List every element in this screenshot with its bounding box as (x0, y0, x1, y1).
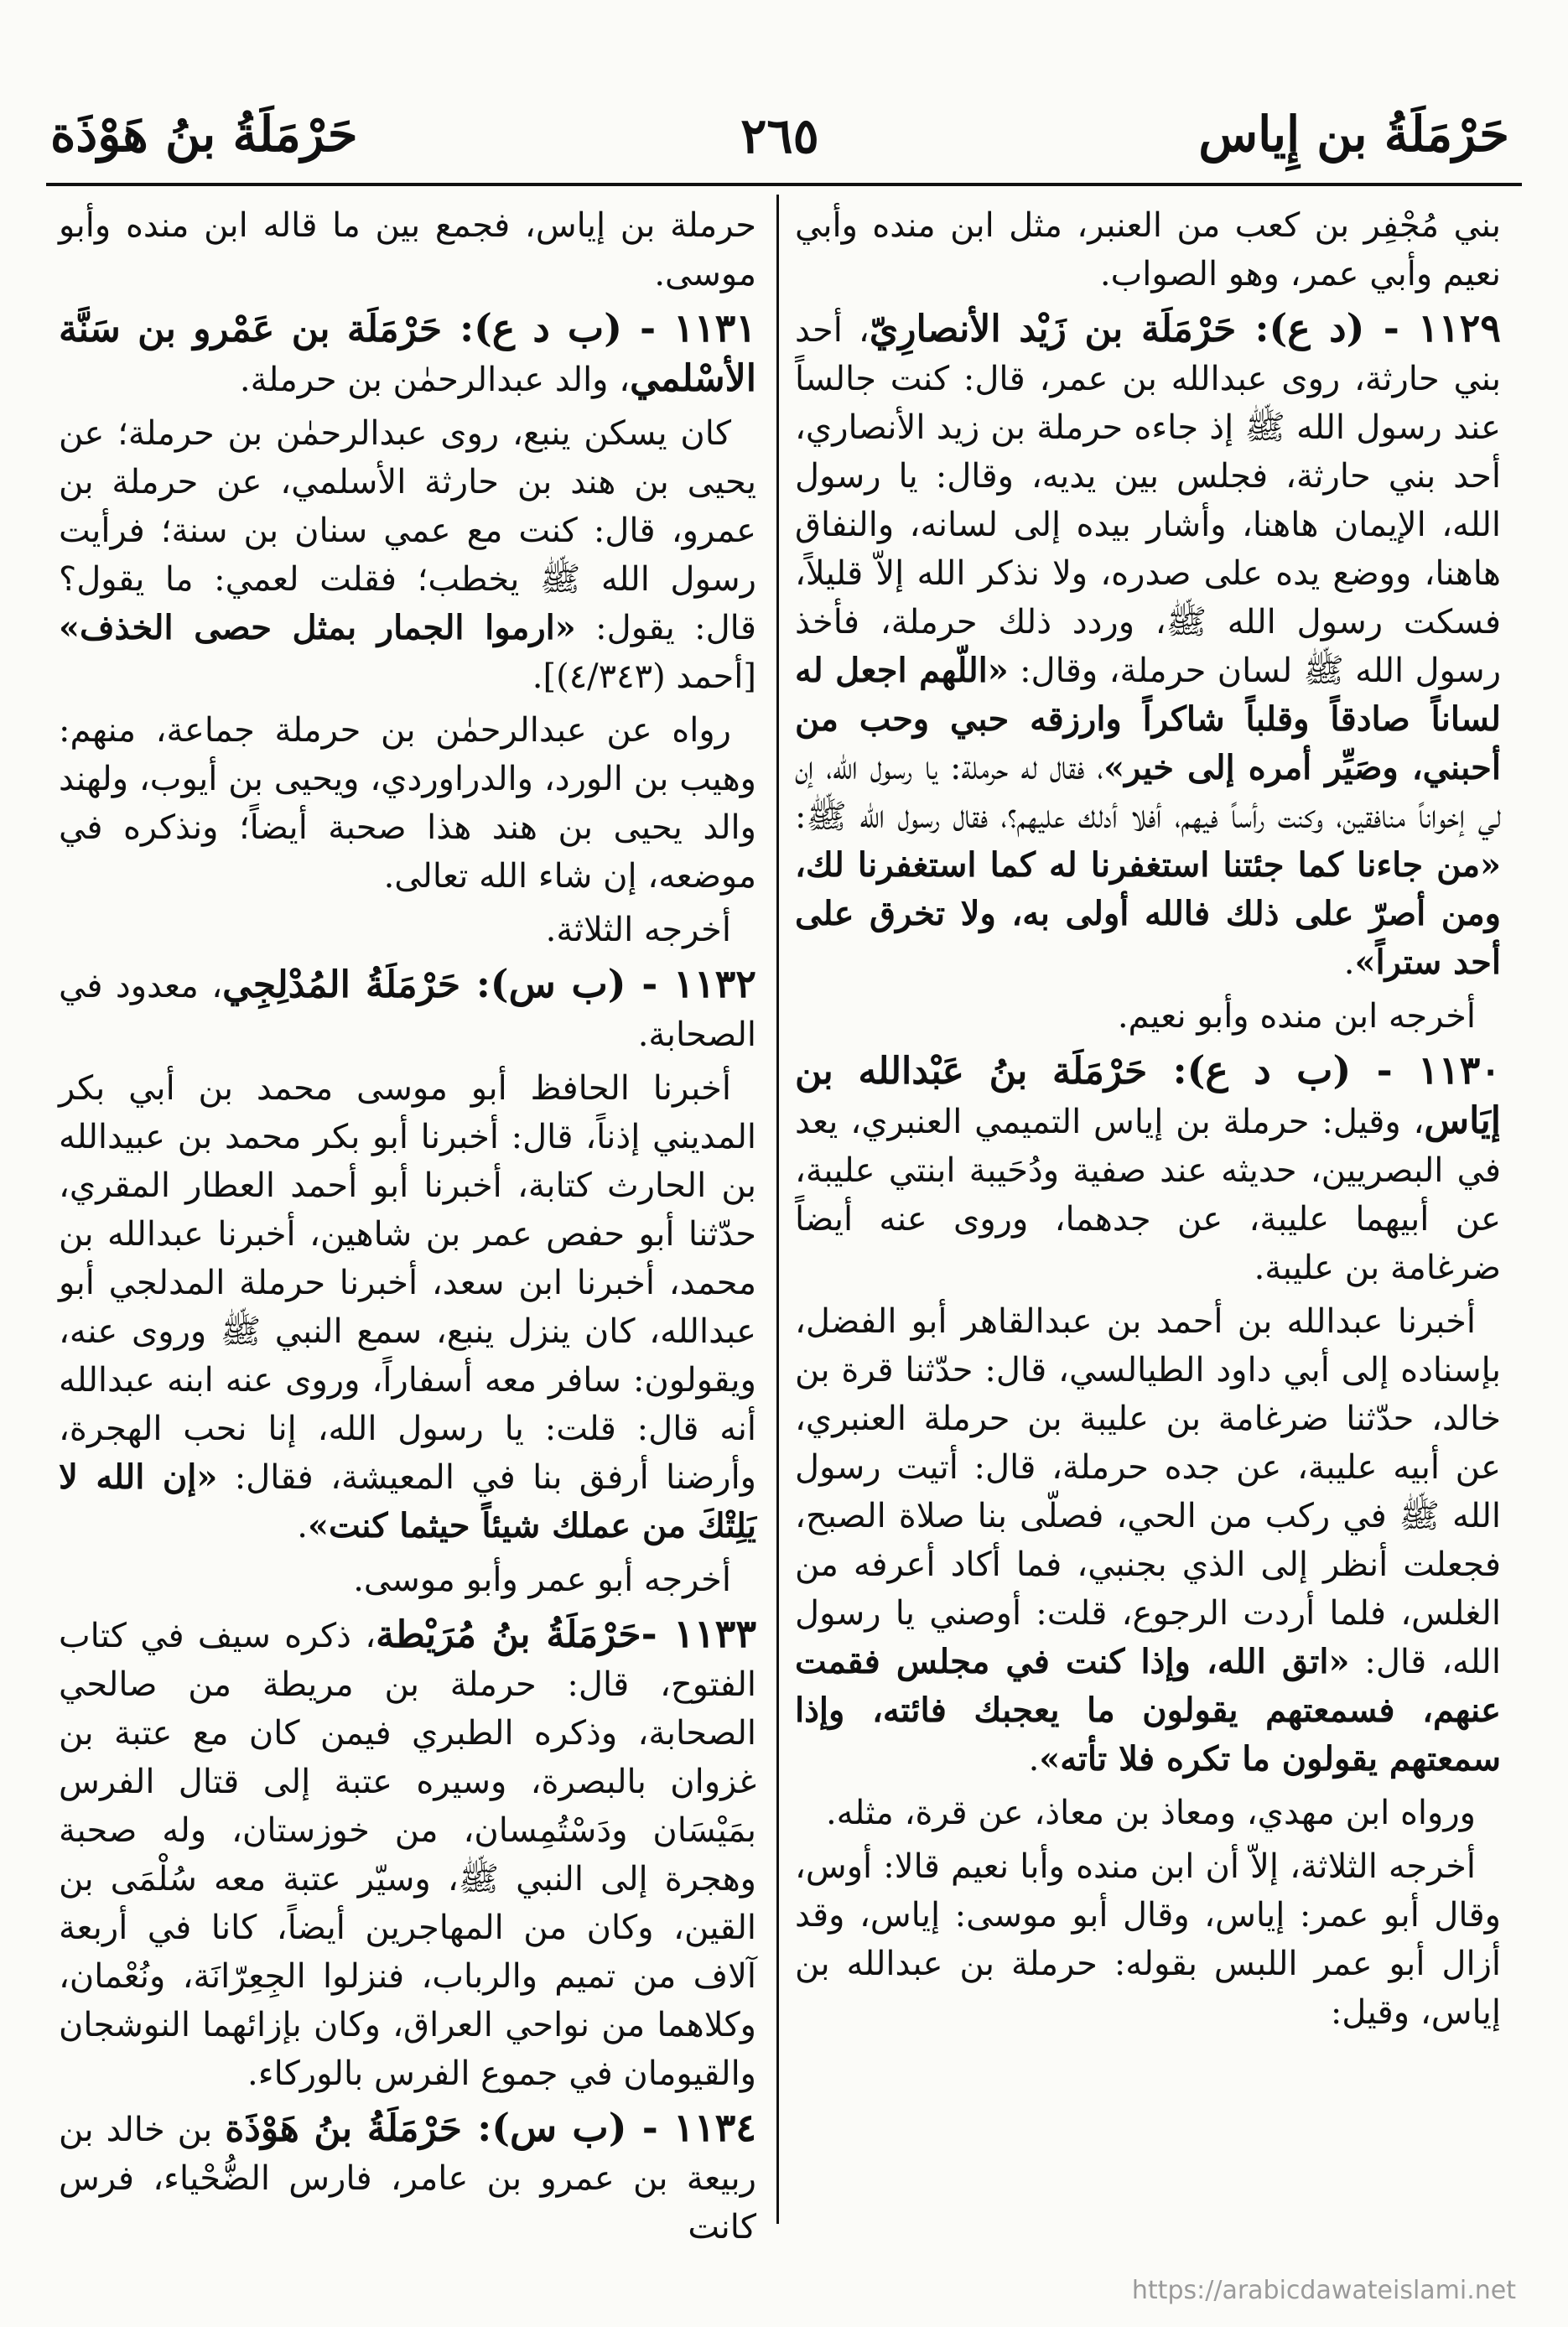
entry-text: ، أحد بني حارثة، روى عبدالله بن عمر، قال: كنت جالساً عند رسول الله ﷺ إذ جاءه حرملة بن زيد الأنصاري، أحد بني حارثة، فجلس بين يديه، وقال: يا رسول الله، الإيمان هاهنا، وأشار بيده إلى لسانه، والنفاق هاهنا، ووضع يده على صدره، ولا نذكر الله إلاّ قليلاً، فسكت رسول الله ﷺ، وردد ذلك حرملة، فأخذ رسول الله ﷺ لسان حرملة، وقال: (795, 311, 1502, 690)
right-column (795, 201, 1501, 2218)
running-title-left: حَرْمَلَةُ بنُ هَوْذَة (50, 106, 358, 163)
source-url-watermark: https://arabicdawateislami.net (1131, 2276, 1516, 2305)
paragraph: حرملة بن إياس، فجمع بين ما قاله ابن منده وأبو موسى. (59, 206, 756, 293)
entry-text: ، والد عبدالرحمٰن بن حرملة. (239, 361, 631, 399)
page-number: ٢٦٥ (740, 107, 819, 164)
source-note: أخرجه أبو عمر وأبو موسى. (353, 1561, 731, 1599)
running-title-right: حَرْمَلَةُ بن إِياس (1198, 106, 1509, 163)
page-header (34, 99, 1526, 183)
entry-heading: حَرْمَلَةُ المُدْلِجِي (222, 964, 461, 1006)
paragraph (795, 1297, 1501, 1784)
paragraph (59, 1064, 756, 1550)
entry-text: بن خالد بن ربيعة بن عمرو بن عامر، فارس الضُّحْياء، فرس كانت (59, 2111, 756, 2246)
header-rule (46, 183, 1522, 186)
entry-1130 (795, 1046, 1501, 1292)
entry-heading: حَرْمَلَة بن زَيْد الأنصارِيّ (869, 308, 1237, 351)
hadith-text: «ارموا الجمار بمثل حصى الخذف» (59, 608, 576, 647)
entry-number: ١١٣١ (673, 305, 756, 351)
entry-text: ، ذكره سيف في كتاب الفتوح، قال: حرملة بن مريطة من صالحي الصحابة، وذكره الطبري فيمن كان مع عتبة بن غزوان بالبصرة، وسيره عتبة إلى قتال الفرس بمَيْسَان ودَسْتُمِسان، من خوزستان، وله صحبة وهجرة إلى النبي ﷺ، وسيّر عتبة معه سُلْمَى بن القين، وكان من المهاجرين أيضاً، كانا في أربعة آلاف من تميم والرباب، فنزلوا الجِعِرّانَة، ونُعْمان، وكلاهما من نواحي العراق، وكان بإزائهما النوشجان والقيومان في جموع الفرس بالوركاء. (59, 1617, 756, 2093)
entry-code: - (641, 1611, 674, 1656)
entry-text: أخبرنا الحافظ أبو موسى محمد بن أبي بكر المديني إذناً، قال: أخبرنا أبو بكر محمد بن عبيدالله بن الحارث كتابة، أخبرنا أبو أحمد العطار المقري، حدّثنا أبو حفص عمر بن شاهين، أخبرنا عبدالله بن محمد، أخبرنا ابن سعد، أخبرنا حرملة المدلجي أبو عبدالله، كان ينزل ينبع، سمع النبي ﷺ وروى عنه، ويقولون: سافر معه أسفاراً، وروى عنه ابنه عبدالله أنه قال: قلت: يا رسول الله، إنا نحب الهجرة، وأرضنا أرفق بنا في المعيشة، فقال: (59, 1069, 756, 1497)
entry-heading: حَرْمَلَةُ بنُ هَوْذَة (225, 2107, 462, 2150)
entry-number: ١١٣٤ (673, 2105, 756, 2150)
entry-heading: حَرْمَلَةُ بنُ مُرَيْطة (376, 1613, 641, 1656)
source-note: أخرجه الثلاثة. (545, 911, 731, 949)
hadith-text: «اتق الله، وإذا كنت في مجلس فقمت عنهم، فسمعتهم يقولون ما يعجبك فائته، وإذا سمعتهم يقولون ما تكره فلا تأته» (795, 1642, 1501, 1779)
hadith-text: «إن الله لا يَلِتْكَ من عملك شيئاً حيثما كنت» (59, 1457, 756, 1545)
left-column (59, 201, 757, 2246)
entry-number: ١١٣٣ (673, 1611, 757, 1656)
entry-text: . (297, 1507, 308, 1545)
entry-heading: حَرْمَلَة بنُ عَبْدالله بن إيَاس (795, 1050, 1501, 1142)
entry-1133 (59, 1609, 756, 2098)
paragraph: ورواه ابن مهدي، ومعاذ بن معاذ، عن قرة، مثله. (825, 1794, 1476, 1832)
entry-text: ، معدود في الصحابة. (59, 967, 756, 1054)
entry-code: - (د ع): (1236, 305, 1419, 351)
entry-text: كان يسكن ينبع، روى عبدالرحمٰن بن حرملة؛ عن يحيى بن هند بن حارثة الأسلمي، عن حرملة بن عمرو، قال: كنت مع عمي سنان بن سنة؛ فرأيت رسول الله ﷺ يخطب؛ فقلت لعمي: ما يقول؟ قال: يقول: (59, 414, 756, 647)
entry-1129 (795, 304, 1501, 987)
entry-code: - (ب س): (460, 961, 674, 1006)
entry-1131 (59, 304, 756, 404)
source-note: أخرجه ابن منده وأبو نعيم. (1117, 997, 1476, 1036)
entry-heading: حَرْمَلَة بن عَمْرو بن سَنَّة الأسْلمي (59, 308, 756, 400)
entry-text: ، وقيل: حرملة بن إياس التميمي العنبري، يعد في البصريين، حديثه عند صفية ودُحَيبة ابنتي عليبة، عن أبيهما عليبة، عن جدهما، وروى عنه أيضاً ضرغامة بن عليبة. (795, 1103, 1501, 1287)
entry-text: . (1343, 943, 1355, 982)
paragraph: أخرجه الثلاثة، إلاّ أن ابن منده وأبا نعيم قالا: أوس، وقال أبو عمر: إياس، وقال أبو موسى: إياس، وقد أزال أبو عمر اللبس بقوله: حرملة بن عبدالله بن إياس، وقيل: (795, 1847, 1501, 2032)
hadith-text: «من جاءنا كما جئتنا استغفرنا له كما استغفرنا لك، ومن أصرّ على ذلك فالله أولى به، ولا تخرق على أحد ستراً» (795, 845, 1501, 982)
entry-code: - (ب د ع): (1147, 1047, 1419, 1093)
hadith-text: «اللّهم اجعل له لساناً صادقاً وقلباً شاكراً وارزقه حبي وحب من أحبني، وصَيِّر أمره إلى خير» (795, 651, 1502, 787)
entry-code: - (ب س): (461, 2105, 674, 2150)
entry-text: . (1028, 1740, 1040, 1779)
paragraph: بني مُجْفِر بن كعب من العنبر، مثل ابن منده وأبي نعيم وأبي عمر، وهو الصواب. (795, 206, 1501, 293)
paragraph: رواه عن عبدالرحمٰن بن حرملة جماعة، منهم: وهيب بن الورد، والدراوردي، ويحيى بن أيوب، ولهند والد يحيى بن هند هذا صحبة أيضاً؛ ونذكره في موضعه، إن شاء الله تعالى. (59, 711, 756, 896)
entry-text: ، فقال له حرملة: يا رسول الله، إن لي إخواناً منافقين، وكنت رأساً فيهم، أفلا أدلك عليهم؟، فقال رسول الله ﷺ: (795, 749, 1501, 836)
entry-number: ١١٢٩ (1418, 305, 1501, 351)
entry-number: ١١٣٠ (1418, 1047, 1501, 1093)
entry-code: - (ب د ع): (442, 305, 674, 351)
entry-text: أخبرنا عبدالله بن أحمد بن عبدالقاهر أبو الفضل، بإسناده إلى أبي داود الطيالسي، قال: حدّثنا قرة بن خالد، حدّثنا ضرغامة بن عليبة بن حرملة العنبري، عن أبيه عليبة، عن جده حرملة، قال: أتيت رسول الله ﷺ في ركب من الحي، فصلّى بنا صلاة الصبح، فجعلت أنظر إلى الذي بجنبي، فما أكاد أعرفه من الغلس، فلما أردت الرجوع، قلت: أوصني يا رسول الله، قال: (795, 1302, 1501, 1681)
column-divider (776, 195, 779, 2224)
entry-number: ١١٣٢ (673, 961, 756, 1006)
entry-1132 (59, 959, 756, 1059)
entry-1134 (59, 2103, 756, 2252)
citation: [أحمد (٤/٣٤٣)]. (532, 657, 756, 696)
paragraph (59, 409, 756, 701)
